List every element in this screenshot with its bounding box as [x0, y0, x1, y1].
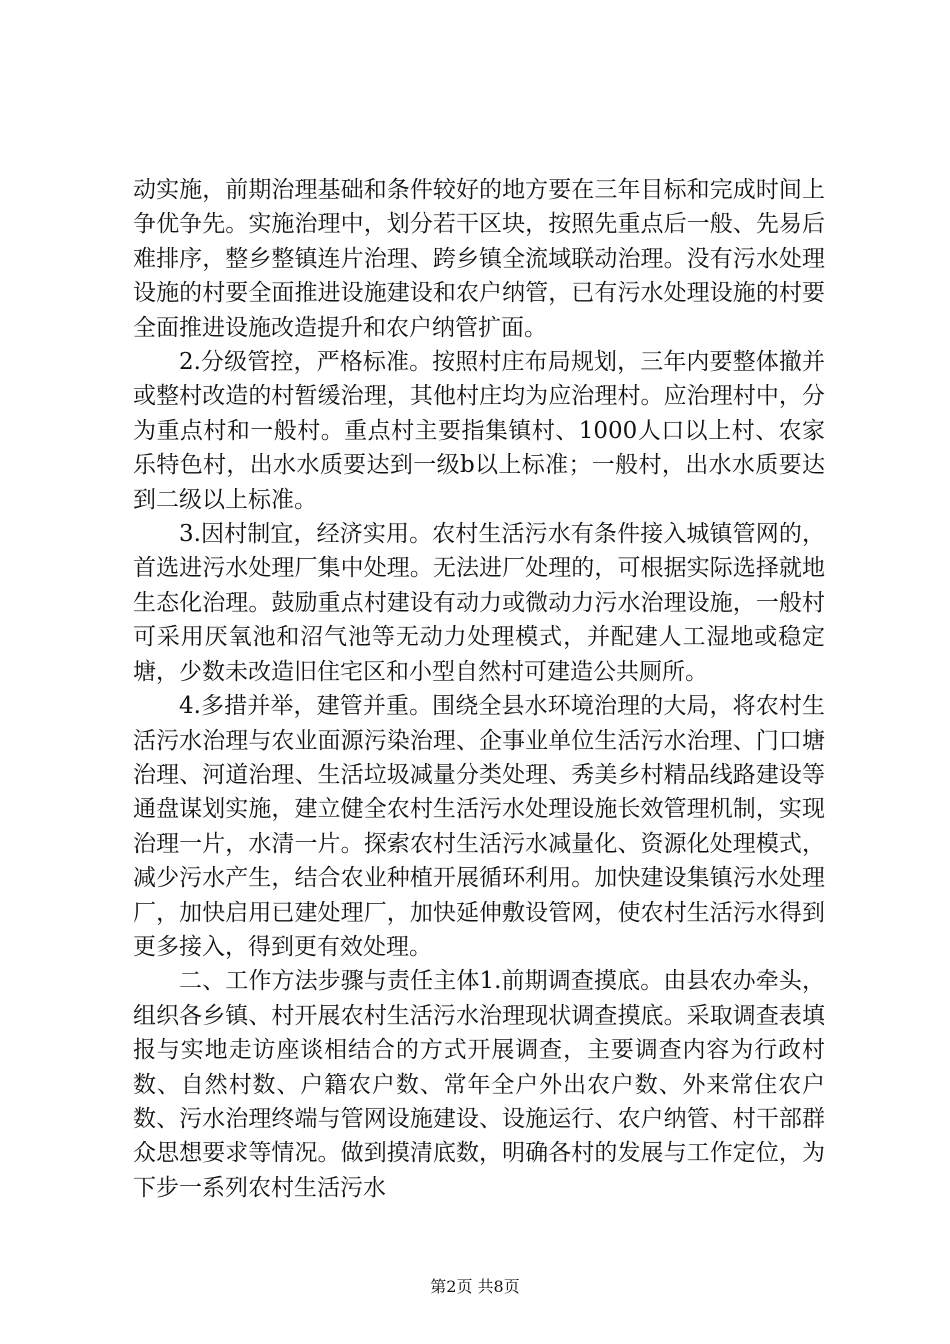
- paragraph-multiple-measures: 4.多措并举，建管并重。围绕全县水环境治理的大局，将农村生活污水治理与农业面源污染治理、企事业单位生活污水治理、门口塘治理、河道治理、生活垃圾减量分类处理、秀美乡村精品线路建设等通盘谋划实施，建立健全农村生活污水处理设施长效管理机制，实现治理一片，水清一片。探索农村生活污水减量化、资源化处理模式，减少污水产生，结合农业种植开展循环利用。加快建设集镇污水处理厂，加快启用已建处理厂，加快延伸敷设管网，使农村生活污水得到更多接入，得到更有效处理。: [133, 693, 825, 960]
- paragraph-local-conditions: 3.因村制宜，经济实用。农村生活污水有条件接入城镇管网的，首选进污水处理厂集中处理。无法进厂处理的，可根据实际选择就地生态化治理。鼓励重点村建设有动力或微动力污水治理设施，一般村可采用厌氧池和沼气池等无动力处理模式，并配建人工湿地或稳定塘，少数未改造旧住宅区和小型自然村可建造公共厕所。: [133, 521, 825, 685]
- paragraph-tiered-control: 2.分级管控，严格标准。按照村庄布局规划，三年内要整体撤并或整村改造的村暂缓治理，其他村庄均为应治理村。应治理村中，分为重点村和一般村。重点村主要指集镇村、1000人口以上村、农家乐特色村，出水水质要达到一级b以上标准；一般村，出水水质要达到二级以上标准。: [133, 349, 825, 513]
- document-body: [133, 173, 825, 1205]
- page-number-footer: 第2页 共8页: [430, 1277, 520, 1296]
- paragraph-continuation: 动实施，前期治理基础和条件较好的地方要在三年目标和完成时间上争优争先。实施治理中，划分若干区块，按照先重点后一般、先易后难排序，整乡整镇连片治理、跨乡镇全流域联动治理。没有污水处理设施的村要全面推进设施建设和农户纳管，已有污水处理设施的村要全面推进设施改造提升和农户纳管扩面。: [133, 177, 825, 341]
- paragraph-work-methods: 二、工作方法步骤与责任主体1.前期调查摸底。由县农办牵头，组织各乡镇、村开展农村生活污水治理现状调查摸底。采取调查表填报与实地走访座谈相结合的方式开展调查，主要调查内容为行政村数、自然村数、户籍农户数、常年全户外出农户数、外来常住农户数、污水治理终端与管网设施建设、设施运行、农户纳管、村干部群众思想要求等情况。做到摸清底数，明确各村的发展与工作定位，为下步一系列农村生活污水: [133, 968, 825, 1201]
